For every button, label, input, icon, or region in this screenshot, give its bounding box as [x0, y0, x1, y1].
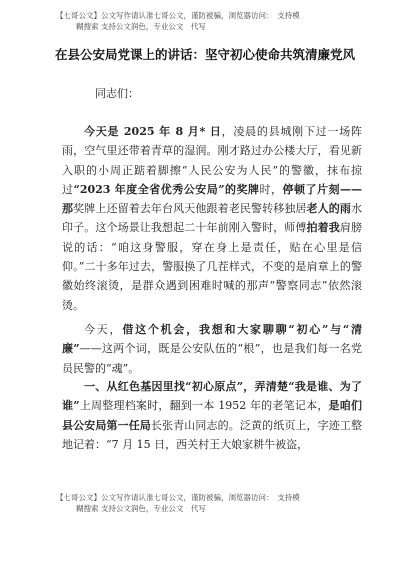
header-watermark-bottom [56, 492, 356, 514]
para1-bold-2: 停顿了片刻——那 [62, 182, 363, 216]
paragraph-2 [62, 320, 373, 378]
para2-bold-1: 借这个机会，我想和大家聊聊“初心”与“清廉” [62, 323, 363, 356]
para3-text-1: 上周整理档案时，翻到一本 1952 年的老笔记本， [79, 399, 329, 413]
para1-text-5: 肩膀说的话：“咱这身警服，穿在身上是责任，贴在心里是信仰。”二十多年过去，警服换了几茬样式，不变的是肩章上的警徽始终滚烫，是群众遇到困难时喊的那声“警察同志”依然滚烫。 [62, 221, 363, 312]
para1-text-1: ，凌晨的县城刚下过一场阵雨，空气里还带着青草的湿润。刚才路过办公楼大厅，看见新入职的小周正踮着脚擦“人民公安为人民”的警徽，抹布掠过 [62, 125, 363, 196]
para3-bold-2: 是咱们县公安局第一任局 [62, 399, 363, 432]
section-heading-1: 一、从红色基因里找“初心原点”，弄清楚“我是谁、为了谁” [62, 380, 362, 413]
para1-text-3: 奖牌上还留着去年台风天他跟着老民警转移独居 [73, 202, 307, 216]
para1-bold-4: 拍着我 [306, 221, 340, 235]
para1-bold-3: 老人的雨 [306, 202, 352, 216]
document-title: 在县公安局党课上的讲话：坚守初心使命共筑清廉党风 [54, 47, 355, 62]
footer-line-1: 【七哥公文】公文写作请认准七哥公文，谨防被骗，浏览器访问： 支持模 [56, 493, 300, 502]
paragraph-1 [62, 122, 362, 315]
salutation: 同志们： [95, 87, 139, 100]
header-line-2: 糊搜索 支持公文润色，专业公文 代写 [76, 22, 206, 31]
para1-text-4: 水印子。这个场景让我想起二十年前刚入警时，师傅 [62, 202, 363, 235]
footer-line-2: 糊搜索 支持公文润色，专业公文 代写 [76, 504, 206, 513]
para3-text-2: 长张青山同志的。泛黄的纸页上，字迹工整地记着：“7 月 15 日，西关村王大娘家耕牛被盗， [62, 418, 363, 451]
para2-text-2: ——这两个词，既是公安队伍的“根”，也是我们每一名党 员民警的“魂”。 [62, 342, 373, 375]
header-line-1: 【七哥公文】公文写作请认准七哥公文，谨防被骗，浏览器访问： 支持模 [56, 11, 300, 20]
para1-text-2: 时， [259, 182, 283, 196]
header-watermark-top [56, 10, 356, 32]
paragraph-3 [62, 377, 362, 454]
para1-date: 今天是 2025 年 8 月* 日 [84, 125, 222, 138]
para1-bold-1: “2023 年度全省优秀公安局”的奖牌 [73, 182, 260, 196]
para2-text-1: 今天， [84, 323, 123, 336]
